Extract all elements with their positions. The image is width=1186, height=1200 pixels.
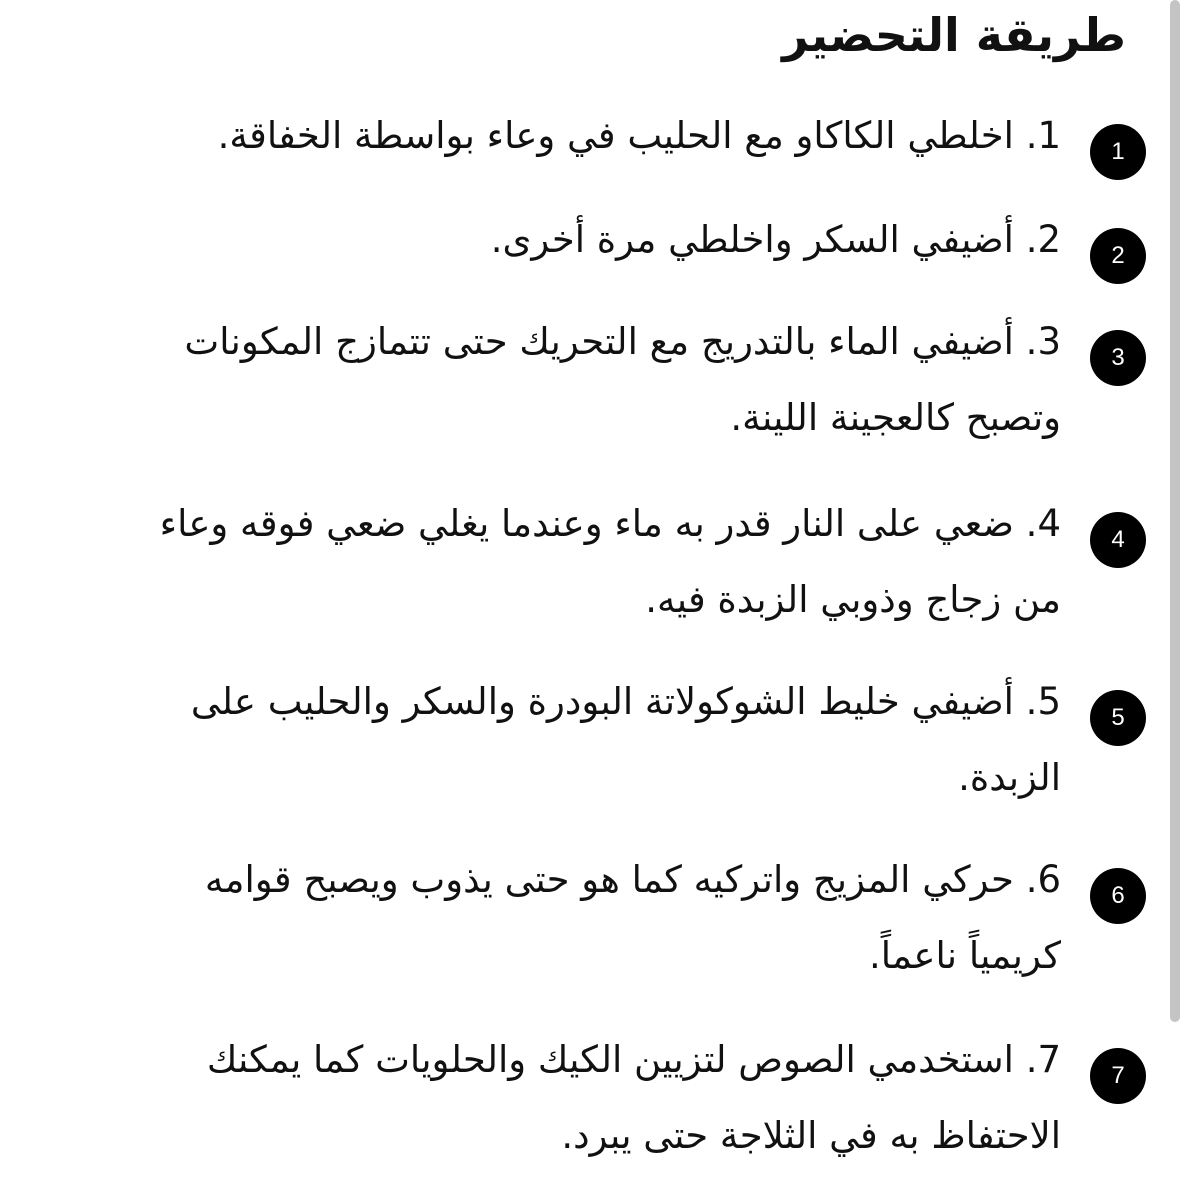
step-text: 5. أضيفي خليط الشوكولاتة البودرة والسكر والحليب على الزبدة. bbox=[190, 680, 1061, 799]
step-item-7 bbox=[66, 1038, 1146, 1188]
step-text: 3. أضيفي الماء بالتدريج مع التحريك حتى تتمازج المكونات وتصبح كالعجينة اللينة. bbox=[184, 320, 1061, 439]
step-text: 2. أضيفي السكر واخلطي مرة أخرى. bbox=[490, 218, 1061, 261]
step-number-badge: 7 bbox=[1090, 1048, 1146, 1104]
step-item-5 bbox=[66, 680, 1146, 830]
step-item-6 bbox=[66, 858, 1146, 1008]
step-text: 6. حركي المزيج واتركيه كما هو حتى يذوب ويصبح قوامه كريمياً ناعماً. bbox=[204, 858, 1061, 977]
step-number-badge: 4 bbox=[1090, 512, 1146, 568]
step-item-3 bbox=[66, 320, 1146, 470]
step-text: 4. ضعي على النار قدر به ماء وعندما يغلي ضعي فوقه وعاء من زجاج وذوبي الزبدة فيه. bbox=[159, 502, 1061, 621]
step-number-badge: 2 bbox=[1090, 228, 1146, 284]
vertical-scrollbar[interactable] bbox=[1170, 0, 1180, 1022]
step-number-badge: 1 bbox=[1090, 124, 1146, 180]
step-number-badge: 6 bbox=[1090, 868, 1146, 924]
section-title: طريقة التحضير bbox=[782, 8, 1126, 62]
step-text: 7. استخدمي الصوص لتزيين الكيك والحلويات كما يمكنك الاحتفاظ به في الثلاجة حتى يبرد. bbox=[206, 1038, 1061, 1157]
step-number-badge: 5 bbox=[1090, 690, 1146, 746]
step-text: 1. اخلطي الكاكاو مع الحليب في وعاء بواسطة الخفاقة. bbox=[217, 114, 1061, 157]
step-number-badge: 3 bbox=[1090, 330, 1146, 386]
step-item-4 bbox=[66, 502, 1146, 652]
